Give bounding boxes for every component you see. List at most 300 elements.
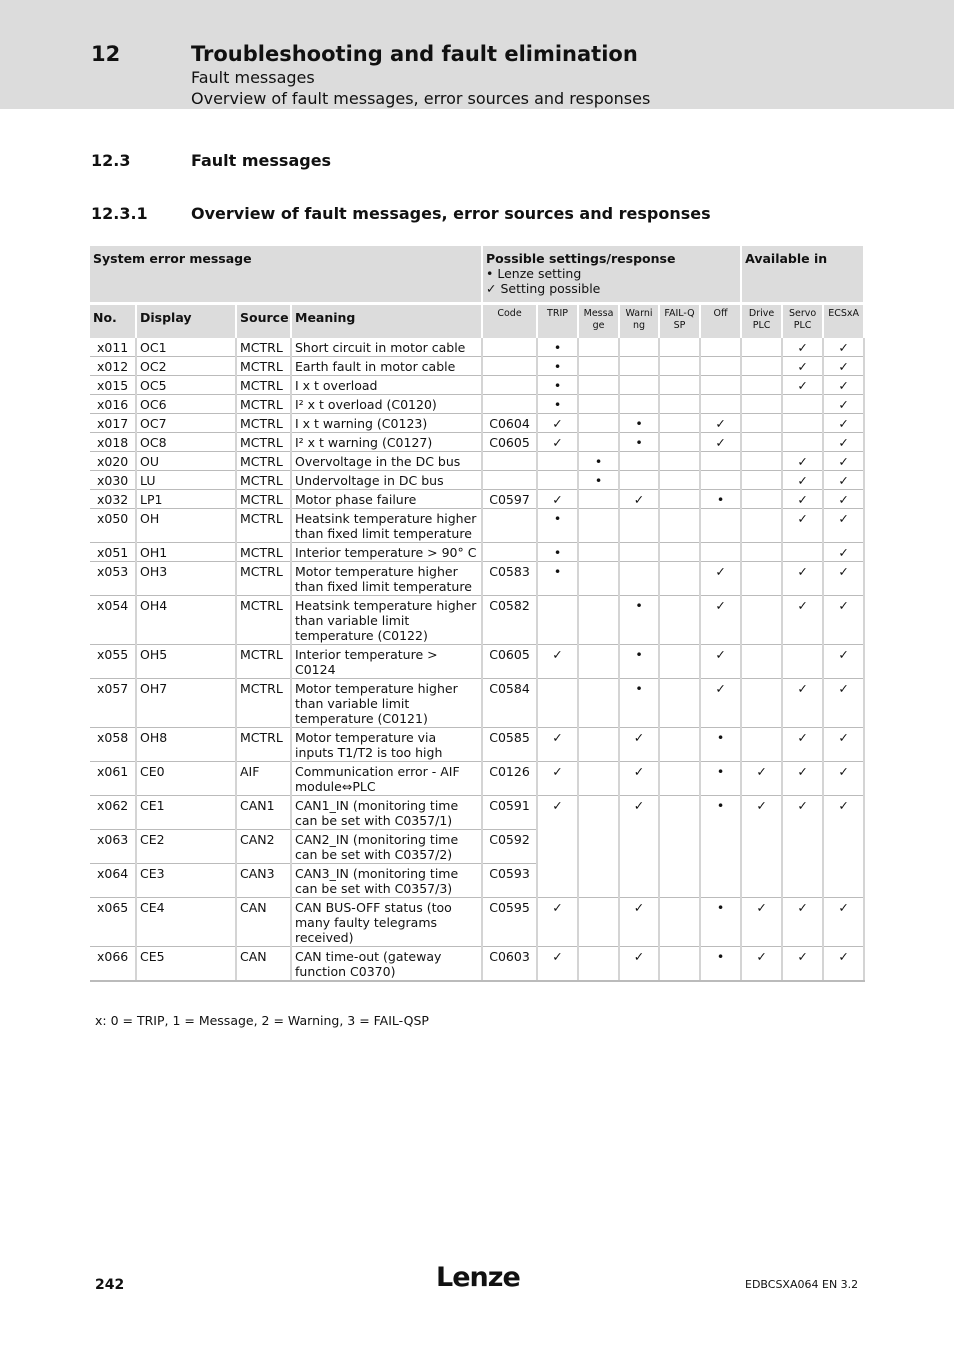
cell-code	[482, 471, 537, 490]
table-row	[90, 452, 864, 471]
cell-off	[700, 543, 741, 562]
cell-warning	[619, 376, 659, 395]
table-row	[90, 596, 864, 645]
cell-message	[578, 898, 619, 947]
cell-no: x015	[90, 376, 136, 395]
cell-no: x064	[90, 864, 136, 898]
cell-failqsp	[659, 947, 700, 982]
cell-code: C0597	[482, 490, 537, 509]
cell-no: x032	[90, 490, 136, 509]
cell-message	[578, 728, 619, 762]
cell-trip: ✓	[537, 645, 578, 679]
legend-setting-possible: ✓ Setting possible	[486, 281, 601, 296]
cell-warning: ✓	[619, 490, 659, 509]
cell-code: C0593	[482, 864, 537, 898]
table-row	[90, 471, 864, 490]
cell-drive	[741, 338, 782, 357]
cell-off	[700, 452, 741, 471]
cell-servo	[782, 433, 823, 452]
cell-trip: ✓	[537, 433, 578, 452]
cell-message: •	[578, 452, 619, 471]
col-off: Off	[700, 304, 741, 339]
cell-meaning: CAN BUS-OFF status (too many faulty telegrams received)	[291, 898, 482, 947]
cell-ecsxa: ✓	[823, 679, 864, 728]
cell-code: C0126	[482, 762, 537, 796]
legend-lenze-setting: • Lenze setting	[486, 266, 582, 281]
table-row	[90, 679, 864, 728]
lenze-logo: Lenze	[436, 1262, 520, 1293]
cell-display: OH3	[136, 562, 236, 596]
cell-off	[700, 471, 741, 490]
cell-trip	[537, 596, 578, 645]
cell-display: CE4	[136, 898, 236, 947]
cell-message	[578, 395, 619, 414]
cell-off: ✓	[700, 596, 741, 645]
cell-source: MCTRL	[236, 452, 291, 471]
cell-servo: ✓	[782, 357, 823, 376]
header-subtitle-2: Overview of fault messages, error sources and responses	[191, 89, 651, 108]
cell-servo: ✓	[782, 471, 823, 490]
cell-ecsxa: ✓	[823, 452, 864, 471]
cell-failqsp	[659, 762, 700, 796]
cell-off: •	[700, 762, 741, 796]
cell-ecsxa: ✓	[823, 562, 864, 596]
cell-code	[482, 395, 537, 414]
cell-code	[482, 357, 537, 376]
cell-warning	[619, 338, 659, 357]
cell-no: x030	[90, 471, 136, 490]
cell-failqsp	[659, 433, 700, 452]
cell-no: x050	[90, 509, 136, 543]
cell-source: MCTRL	[236, 543, 291, 562]
table-row	[90, 543, 864, 562]
cell-source: MCTRL	[236, 596, 291, 645]
cell-display: OC5	[136, 376, 236, 395]
col-source: Source	[236, 304, 291, 339]
cell-no: x055	[90, 645, 136, 679]
cell-off: •	[700, 796, 741, 898]
cell-warning: ✓	[619, 898, 659, 947]
col-display: Display	[136, 304, 236, 339]
cell-ecsxa: ✓	[823, 947, 864, 982]
cell-drive	[741, 679, 782, 728]
cell-ecsxa: ✓	[823, 338, 864, 357]
col-drive-plc: Drive PLC	[741, 304, 782, 339]
cell-failqsp	[659, 509, 700, 543]
cell-display: OH8	[136, 728, 236, 762]
cell-drive	[741, 728, 782, 762]
cell-code	[482, 376, 537, 395]
cell-source: MCTRL	[236, 338, 291, 357]
col-no: No.	[90, 304, 136, 339]
cell-warning	[619, 509, 659, 543]
cell-off	[700, 338, 741, 357]
cell-off: ✓	[700, 645, 741, 679]
cell-warning: •	[619, 414, 659, 433]
footnote: x: 0 = TRIP, 1 = Message, 2 = Warning, 3 = FAIL-QSP	[95, 1013, 429, 1028]
cell-meaning: CAN1_IN (monitoring time can be set with C0357/1)	[291, 796, 482, 830]
cell-no: x062	[90, 796, 136, 830]
cell-servo	[782, 414, 823, 433]
cell-warning: •	[619, 596, 659, 645]
cell-drive: ✓	[741, 898, 782, 947]
cell-ecsxa: ✓	[823, 796, 864, 898]
cell-trip: •	[537, 543, 578, 562]
cell-failqsp	[659, 562, 700, 596]
cell-meaning: Motor temperature higher than fixed limit temperature	[291, 562, 482, 596]
cell-display: OH1	[136, 543, 236, 562]
cell-source: MCTRL	[236, 728, 291, 762]
cell-servo: ✓	[782, 562, 823, 596]
cell-display: CE1	[136, 796, 236, 830]
col-ecsxa: ECSxA	[823, 304, 864, 339]
cell-ecsxa: ✓	[823, 395, 864, 414]
table-row	[90, 490, 864, 509]
system-error-header: System error message	[90, 246, 482, 304]
cell-meaning: I² x t warning (C0127)	[291, 433, 482, 452]
cell-display: OH7	[136, 679, 236, 728]
cell-failqsp	[659, 543, 700, 562]
cell-trip: •	[537, 509, 578, 543]
cell-no: x063	[90, 830, 136, 864]
cell-no: x011	[90, 338, 136, 357]
col-code: Code	[482, 304, 537, 339]
cell-code: C0585	[482, 728, 537, 762]
cell-drive	[741, 452, 782, 471]
cell-drive	[741, 471, 782, 490]
cell-no: x018	[90, 433, 136, 452]
cell-source: CAN	[236, 898, 291, 947]
section-number: 12.3	[91, 151, 131, 170]
table-row	[90, 562, 864, 596]
col-servo-plc: Servo PLC	[782, 304, 823, 339]
cell-warning: •	[619, 679, 659, 728]
cell-failqsp	[659, 490, 700, 509]
cell-no: x016	[90, 395, 136, 414]
cell-ecsxa: ✓	[823, 728, 864, 762]
cell-meaning: Motor phase failure	[291, 490, 482, 509]
table-row	[90, 433, 864, 452]
table-row	[90, 338, 864, 357]
cell-trip	[537, 679, 578, 728]
cell-message	[578, 338, 619, 357]
cell-no: x053	[90, 562, 136, 596]
cell-drive: ✓	[741, 762, 782, 796]
page-number: 242	[95, 1277, 125, 1293]
cell-meaning: Communication error - AIF module⇔PLC	[291, 762, 482, 796]
cell-drive	[741, 395, 782, 414]
cell-code	[482, 338, 537, 357]
cell-trip	[537, 471, 578, 490]
col-message: Messa ge	[578, 304, 619, 339]
cell-failqsp	[659, 728, 700, 762]
cell-off	[700, 395, 741, 414]
col-meaning: Meaning	[291, 304, 482, 339]
cell-drive	[741, 509, 782, 543]
cell-failqsp	[659, 471, 700, 490]
cell-no: x057	[90, 679, 136, 728]
cell-failqsp	[659, 376, 700, 395]
cell-display: OC2	[136, 357, 236, 376]
cell-ecsxa: ✓	[823, 376, 864, 395]
cell-message	[578, 433, 619, 452]
cell-source: MCTRL	[236, 357, 291, 376]
cell-servo: ✓	[782, 452, 823, 471]
cell-no: x020	[90, 452, 136, 471]
cell-failqsp	[659, 452, 700, 471]
cell-ecsxa: ✓	[823, 543, 864, 562]
cell-code: C0603	[482, 947, 537, 982]
cell-source: MCTRL	[236, 645, 291, 679]
cell-message	[578, 679, 619, 728]
cell-warning	[619, 543, 659, 562]
cell-servo: ✓	[782, 490, 823, 509]
cell-meaning: I x t overload	[291, 376, 482, 395]
cell-warning	[619, 395, 659, 414]
cell-drive	[741, 376, 782, 395]
cell-meaning: Motor temperature higher than variable limit temperature (C0121)	[291, 679, 482, 728]
cell-off: ✓	[700, 562, 741, 596]
cell-display: OC6	[136, 395, 236, 414]
cell-servo	[782, 395, 823, 414]
cell-message	[578, 414, 619, 433]
cell-off: •	[700, 898, 741, 947]
cell-message	[578, 762, 619, 796]
cell-code	[482, 452, 537, 471]
cell-trip: •	[537, 395, 578, 414]
cell-no: x012	[90, 357, 136, 376]
cell-display: OH5	[136, 645, 236, 679]
cell-display: LU	[136, 471, 236, 490]
cell-off: ✓	[700, 414, 741, 433]
cell-servo: ✓	[782, 679, 823, 728]
cell-failqsp	[659, 596, 700, 645]
col-warning: Warni ng	[619, 304, 659, 339]
cell-servo	[782, 645, 823, 679]
possible-settings-header: Possible settings/response • Lenze setting ✓ Setting possible	[482, 246, 741, 304]
cell-code: C0582	[482, 596, 537, 645]
cell-off: ✓	[700, 433, 741, 452]
cell-warning: ✓	[619, 796, 659, 898]
cell-message	[578, 947, 619, 982]
cell-display: OC1	[136, 338, 236, 357]
cell-no: x066	[90, 947, 136, 982]
cell-warning	[619, 471, 659, 490]
cell-source: MCTRL	[236, 490, 291, 509]
cell-source: CAN3	[236, 864, 291, 898]
cell-ecsxa: ✓	[823, 509, 864, 543]
cell-code	[482, 509, 537, 543]
cell-display: LP1	[136, 490, 236, 509]
cell-meaning: Short circuit in motor cable	[291, 338, 482, 357]
cell-off: •	[700, 947, 741, 982]
cell-failqsp	[659, 395, 700, 414]
cell-off	[700, 509, 741, 543]
cell-servo	[782, 543, 823, 562]
cell-trip: ✓	[537, 490, 578, 509]
cell-meaning: Heatsink temperature higher than variable limit temperature (C0122)	[291, 596, 482, 645]
table-row	[90, 645, 864, 679]
cell-meaning: I² x t overload (C0120)	[291, 395, 482, 414]
cell-source: CAN	[236, 947, 291, 982]
cell-meaning: Motor temperature via inputs T1/T2 is too high	[291, 728, 482, 762]
cell-servo: ✓	[782, 762, 823, 796]
cell-drive: ✓	[741, 796, 782, 898]
cell-failqsp	[659, 796, 700, 898]
cell-servo: ✓	[782, 728, 823, 762]
cell-ecsxa: ✓	[823, 414, 864, 433]
cell-meaning: Interior temperature > 90° C	[291, 543, 482, 562]
cell-code: C0591	[482, 796, 537, 830]
cell-warning	[619, 452, 659, 471]
section-title: Fault messages	[191, 151, 332, 170]
cell-off: •	[700, 490, 741, 509]
cell-meaning: Interior temperature > C0124	[291, 645, 482, 679]
cell-code: C0604	[482, 414, 537, 433]
cell-drive	[741, 543, 782, 562]
cell-warning: ✓	[619, 762, 659, 796]
cell-trip: ✓	[537, 796, 578, 898]
cell-display: OH	[136, 509, 236, 543]
cell-meaning: CAN2_IN (monitoring time can be set with C0357/2)	[291, 830, 482, 864]
cell-no: x061	[90, 762, 136, 796]
cell-message	[578, 376, 619, 395]
fault-message-table	[90, 246, 865, 982]
cell-meaning: Overvoltage in the DC bus	[291, 452, 482, 471]
cell-display: CE2	[136, 830, 236, 864]
cell-message	[578, 490, 619, 509]
table-row	[90, 357, 864, 376]
table-row	[90, 376, 864, 395]
cell-trip: ✓	[537, 762, 578, 796]
cell-message	[578, 562, 619, 596]
cell-code: C0592	[482, 830, 537, 864]
cell-source: MCTRL	[236, 376, 291, 395]
cell-trip: ✓	[537, 728, 578, 762]
cell-meaning: Heatsink temperature higher than fixed limit temperature	[291, 509, 482, 543]
cell-code: C0584	[482, 679, 537, 728]
cell-ecsxa: ✓	[823, 490, 864, 509]
cell-drive	[741, 645, 782, 679]
cell-message	[578, 596, 619, 645]
cell-source: CAN2	[236, 830, 291, 864]
cell-source: MCTRL	[236, 395, 291, 414]
cell-trip: •	[537, 376, 578, 395]
cell-warning	[619, 562, 659, 596]
cell-warning: ✓	[619, 947, 659, 982]
cell-off	[700, 376, 741, 395]
cell-ecsxa: ✓	[823, 898, 864, 947]
table-row	[90, 395, 864, 414]
cell-display: CE5	[136, 947, 236, 982]
cell-trip: ✓	[537, 947, 578, 982]
cell-drive: ✓	[741, 947, 782, 982]
table-row	[90, 898, 864, 947]
cell-display: CE0	[136, 762, 236, 796]
cell-failqsp	[659, 414, 700, 433]
cell-no: x017	[90, 414, 136, 433]
table-row	[90, 414, 864, 433]
col-failqsp: FAIL-Q SP	[659, 304, 700, 339]
cell-servo: ✓	[782, 947, 823, 982]
cell-code: C0595	[482, 898, 537, 947]
table-row	[90, 796, 864, 830]
header-subtitle-1: Fault messages	[191, 68, 315, 87]
cell-trip: •	[537, 562, 578, 596]
cell-meaning: I x t warning (C0123)	[291, 414, 482, 433]
cell-source: CAN1	[236, 796, 291, 830]
cell-meaning: Undervoltage in DC bus	[291, 471, 482, 490]
cell-drive	[741, 490, 782, 509]
cell-warning: ✓	[619, 728, 659, 762]
cell-ecsxa: ✓	[823, 357, 864, 376]
cell-drive	[741, 562, 782, 596]
cell-code: C0583	[482, 562, 537, 596]
cell-failqsp	[659, 645, 700, 679]
cell-failqsp	[659, 679, 700, 728]
cell-ecsxa: ✓	[823, 645, 864, 679]
cell-servo: ✓	[782, 796, 823, 898]
cell-trip	[537, 452, 578, 471]
cell-source: MCTRL	[236, 414, 291, 433]
cell-drive	[741, 433, 782, 452]
cell-no: x058	[90, 728, 136, 762]
cell-display: CE3	[136, 864, 236, 898]
cell-meaning: Earth fault in motor cable	[291, 357, 482, 376]
cell-trip: ✓	[537, 898, 578, 947]
cell-drive	[741, 357, 782, 376]
cell-failqsp	[659, 898, 700, 947]
cell-servo: ✓	[782, 338, 823, 357]
chapter-number: 12	[91, 42, 121, 66]
cell-source: AIF	[236, 762, 291, 796]
cell-display: OC7	[136, 414, 236, 433]
cell-no: x051	[90, 543, 136, 562]
cell-message	[578, 509, 619, 543]
table-row	[90, 947, 864, 982]
cell-code: C0605	[482, 645, 537, 679]
cell-off: ✓	[700, 679, 741, 728]
cell-warning	[619, 357, 659, 376]
cell-drive	[741, 596, 782, 645]
subsection-title: Overview of fault messages, error sources and responses	[191, 204, 711, 223]
cell-meaning: CAN time-out (gateway function C0370)	[291, 947, 482, 982]
cell-failqsp	[659, 357, 700, 376]
available-in-header: Available in	[741, 246, 864, 304]
cell-source: MCTRL	[236, 433, 291, 452]
cell-message	[578, 543, 619, 562]
cell-no: x065	[90, 898, 136, 947]
cell-servo: ✓	[782, 898, 823, 947]
cell-trip: •	[537, 357, 578, 376]
cell-ecsxa: ✓	[823, 596, 864, 645]
cell-message: •	[578, 471, 619, 490]
cell-warning: •	[619, 433, 659, 452]
cell-servo: ✓	[782, 509, 823, 543]
col-trip: TRIP	[537, 304, 578, 339]
cell-off	[700, 357, 741, 376]
cell-ecsxa: ✓	[823, 471, 864, 490]
cell-message	[578, 357, 619, 376]
cell-off: •	[700, 728, 741, 762]
cell-code	[482, 543, 537, 562]
cell-message	[578, 796, 619, 898]
table-row	[90, 728, 864, 762]
cell-code: C0605	[482, 433, 537, 452]
cell-drive	[741, 414, 782, 433]
cell-trip: ✓	[537, 414, 578, 433]
cell-failqsp	[659, 338, 700, 357]
